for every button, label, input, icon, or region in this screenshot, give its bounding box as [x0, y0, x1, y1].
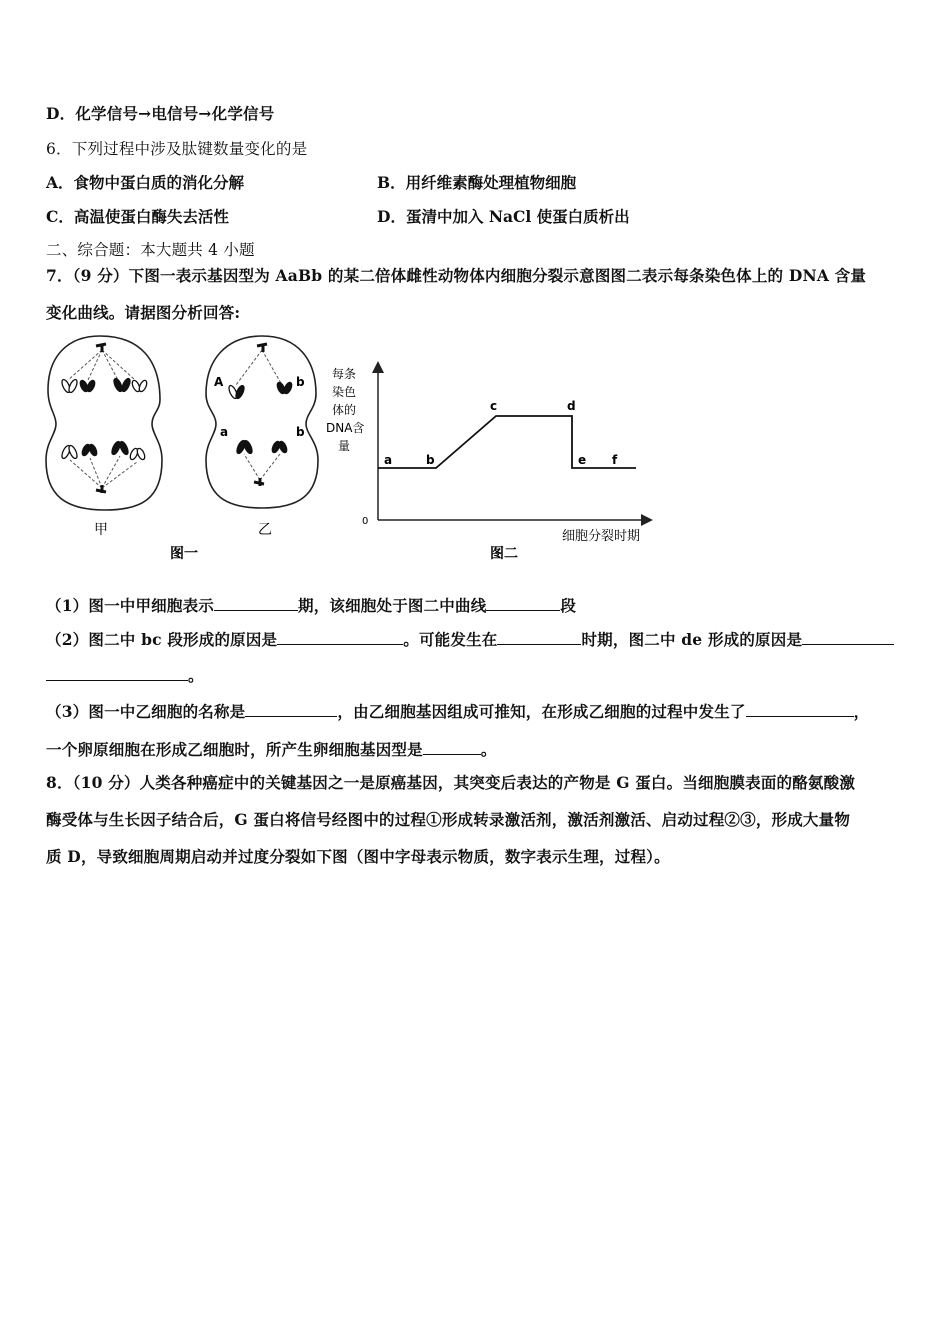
answer-blank[interactable]	[486, 596, 560, 611]
figure-2-chart	[322, 330, 662, 570]
point-label-e: e	[578, 453, 587, 467]
q7-sub3-part1: （3）图一中乙细胞的名称是	[46, 702, 246, 721]
figure-2-caption: 图二	[490, 546, 518, 562]
cell-yi-spindle-top	[236, 350, 282, 385]
cell-yi-chromosomes-bottom	[235, 439, 288, 454]
answer-blank[interactable]	[423, 740, 481, 755]
q8-line1: 8．（10 分）人类各种癌症中的关键基因之一是原癌基因，其突变后表达的产物是 G 蛋白。当细胞膜表面的酪氨酸激	[46, 773, 856, 792]
ylabel-line-3: 体的	[332, 403, 357, 417]
q7-sub3-line2	[46, 738, 497, 760]
centrosome-icon	[96, 344, 106, 352]
answer-blank[interactable]	[46, 666, 188, 681]
cell-jia-membrane	[46, 336, 162, 510]
q6-option-d: D．蛋清中加入 NaCl 使蛋白质析出	[377, 207, 630, 226]
cell-yi-spindle-bottom	[244, 454, 280, 480]
gene-label-b-top: b	[296, 375, 305, 389]
q7-sub2-part1: （2）图二中 bc 段形成的原因是	[46, 630, 278, 649]
q6-stem: 6．下列过程中涉及肽键数量变化的是	[46, 140, 308, 158]
cell-jia-chromosomes-top	[60, 377, 148, 393]
q7-sub3-part5: 。	[480, 740, 497, 759]
q7-sub2-line2	[46, 664, 204, 686]
cell-jia-chromosomes-bottom	[60, 440, 146, 460]
centrosome-icon	[257, 344, 267, 352]
q8-line2: 酶受体与生长因子结合后，G 蛋白将信号经图中的过程①形成转录激活剂，激活剂激活、启动过程②③，形成大量物	[46, 810, 851, 829]
q6-option-a: A．食物中蛋白质的消化分解	[46, 173, 245, 192]
answer-blank[interactable]	[214, 596, 298, 611]
answer-blank[interactable]	[277, 630, 403, 645]
xlabel: 细胞分裂时期	[562, 529, 641, 544]
q7-sub1-part3: 段	[560, 596, 577, 615]
q8-line3: 质 D，导致细胞周期启动并过度分裂如下图（图中字母表示物质，数字表示生理，过程）。	[46, 847, 670, 866]
q7-sub3-part3: ，	[853, 702, 870, 721]
point-label-d: d	[567, 399, 576, 413]
q7-sub2-part3: 时期，图二中 de 形成的原因是	[581, 630, 803, 649]
answer-blank[interactable]	[802, 630, 894, 645]
gene-label-a: a	[220, 425, 229, 439]
q7-sub2-part2: 。可能发生在	[403, 630, 498, 649]
q7-sub1	[46, 594, 576, 616]
q7-stem-line1: 7．（9 分）下图一表示基因型为 AaBb 的某二倍体雌性动物体内细胞分裂示意图图二表示每条染色体上的 DNA 含量	[46, 266, 867, 285]
q7-sub2-part4: 。	[188, 666, 204, 685]
point-label-a: a	[384, 453, 393, 467]
origin-label: 0	[362, 516, 369, 527]
ylabel-line-5: 量	[338, 439, 351, 453]
q5-option-d: D．化学信号→电信号→化学信号	[46, 104, 275, 123]
point-label-b: b	[426, 453, 435, 467]
gene-label-A: A	[214, 375, 224, 389]
ylabel-line-2: 染色	[332, 385, 357, 399]
answer-blank[interactable]	[245, 702, 337, 717]
centrosome-icon	[96, 485, 106, 493]
cell-jia-label: 甲	[94, 522, 108, 538]
q7-stem-line2: 变化曲线。请据图分析回答:	[46, 303, 241, 322]
q7-sub2-line1	[46, 628, 894, 650]
q6-option-c: C．高温使蛋白酶失去活性	[46, 207, 229, 226]
figure-1	[40, 330, 370, 570]
q7-sub3-part4: 一个卵原细胞在形成乙细胞时，所产生卵细胞基因型是	[46, 740, 423, 759]
q7-sub3-part2: ，由乙细胞基因组成可推知，在形成乙细胞的过程中发生了	[337, 702, 746, 721]
section-title: 二、综合题：本大题共 4 小题	[46, 241, 255, 259]
q7-sub1-part1: （1）图一中甲细胞表示	[46, 596, 214, 615]
answer-blank[interactable]	[497, 630, 581, 645]
point-label-f: f	[612, 453, 618, 467]
centrosome-icon	[254, 478, 264, 486]
q7-sub1-part2: 期，该细胞处于图二中曲线	[298, 596, 487, 615]
q6-option-b: B．用纤维素酶处理植物细胞	[377, 173, 577, 192]
gene-label-b-bottom: b	[296, 425, 305, 439]
figure-1-caption: 图一	[170, 546, 198, 562]
cell-jia-spindle-top	[68, 350, 135, 380]
q7-sub3-line1	[46, 700, 869, 722]
ylabel-line-1: 每条	[332, 367, 357, 381]
answer-blank[interactable]	[746, 702, 854, 717]
point-label-c: c	[490, 399, 498, 413]
cell-jia-spindle-bottom	[70, 456, 137, 488]
cell-yi-label: 乙	[258, 522, 272, 538]
ylabel-line-4: DNA含	[326, 421, 365, 435]
dna-content-curve	[378, 416, 636, 468]
